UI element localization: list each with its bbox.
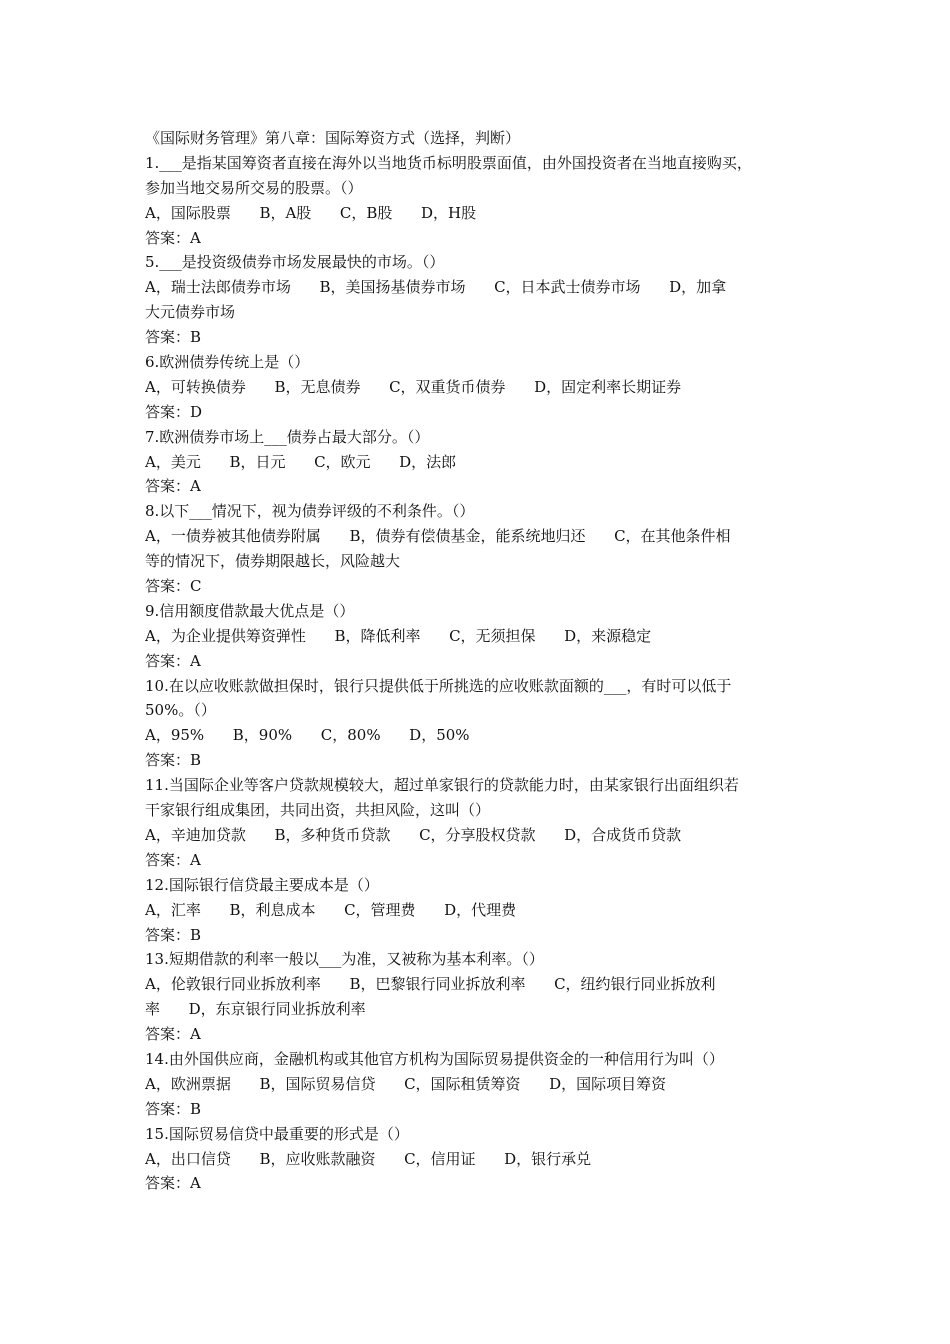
text-line: 答案：A	[145, 1025, 201, 1044]
text-line: 答案：B	[145, 925, 202, 944]
text-line: 干家银行组成集团，共同出资，共担风险，这叫（）	[145, 801, 491, 820]
text-line: A，辛迪加贷款 B，多种货币贷款 C，分享股权贷款 D，合成货币贷款	[145, 825, 682, 844]
text-line: 15.国际贸易信贷中最重要的形式是（）	[145, 1124, 409, 1143]
text-line: 答案：A	[145, 850, 201, 869]
text-line: 5.___是投资级债券市场发展最快的市场。（）	[145, 253, 445, 272]
text-line: 答案：B	[145, 1099, 202, 1118]
text-line: 1.___是指某国筹资者直接在海外以当地货币标明股票面值，由外国投资者在当地直接购买，	[145, 153, 752, 172]
text-line: A，为企业提供筹资弹性 B，降低利率 C，无须担保 D，来源稳定	[145, 626, 652, 645]
text-line: 参加当地交易所交易的股票。（）	[145, 178, 363, 197]
text-line: 8.以下___情况下，视为债券评级的不利条件。（）	[145, 502, 475, 521]
text-line: 《国际财务管理》第八章：国际筹资方式（选择，判断）	[145, 129, 521, 147]
text-line: A，95% B，90% C，80% D，50%	[145, 726, 470, 745]
text-line: A，一债券被其他债券附属 B，债券有偿债基金，能系统地归还 C，在其他条件相	[145, 527, 731, 546]
text-line: A，汇率 B，利息成本 C，管理费 D，代理费	[145, 900, 517, 919]
text-line: 14.由外国供应商，金融机构或其他官方机构为国际贸易提供资金的一种信用行为叫（）	[145, 1049, 724, 1068]
text-line: 9.信用额度借款最大优点是（）	[145, 601, 355, 620]
text-line: 答案：C	[145, 577, 202, 596]
text-line: A，国际股票 B，A股 C，B股 D，H股	[145, 203, 477, 222]
text-line: A，出口信贷 B，应收账款融资 C，信用证 D，银行承兑	[145, 1149, 592, 1168]
text-line: 答案：A	[145, 477, 201, 496]
text-line: 11.当国际企业等客户贷款规模较大，超过单家银行的贷款能力时，由某家银行出面组织若	[145, 776, 739, 795]
text-line: 等的情况下，债券期限越长，风险越大	[145, 552, 401, 571]
text-line: 答案：A	[145, 651, 201, 670]
text-line: 10.在以应收账款做担保时，银行只提供低于所挑选的应收账款面额的___，有时可以低于	[145, 676, 732, 695]
text-line: 答案：D	[145, 402, 203, 421]
text-line: 答案：B	[145, 328, 202, 347]
text-line: 12.国际银行信贷最主要成本是（）	[145, 875, 379, 894]
text-line: A，可转换债券 B，无息债券 C，双重货币债券 D，固定利率长期证券	[145, 377, 682, 396]
text-line: A，美元 B，日元 C，欧元 D，法郎	[145, 452, 457, 471]
text-line: 50%。（）	[145, 701, 216, 720]
text-line: 率 D，东京银行同业拆放利率	[145, 1000, 366, 1019]
document-page	[145, 126, 825, 1196]
text-line: A，瑞士法郎债券市场 B，美国扬基债券市场 C，日本武士债券市场 D，加拿	[145, 278, 727, 297]
text-line: A，伦敦银行同业拆放利率 B，巴黎银行同业拆放利率 C，纽约银行同业拆放利	[145, 975, 716, 994]
text-line: 7.欧洲债券市场上___债券占最大部分。（）	[145, 427, 430, 446]
text-line: 答案：B	[145, 751, 202, 770]
text-line: 答案：A	[145, 228, 201, 247]
text-line: A，欧洲票据 B，国际贸易信贷 C，国际租赁筹资 D，国际项目筹资	[145, 1074, 667, 1093]
text-line: 6.欧洲债券传统上是（）	[145, 353, 310, 372]
text-line: 答案：A	[145, 1174, 201, 1193]
text-line: 13.短期借款的利率一般以___为准，又被称为基本利率。（）	[145, 950, 544, 969]
text-line: 大元债券市场	[145, 303, 236, 322]
